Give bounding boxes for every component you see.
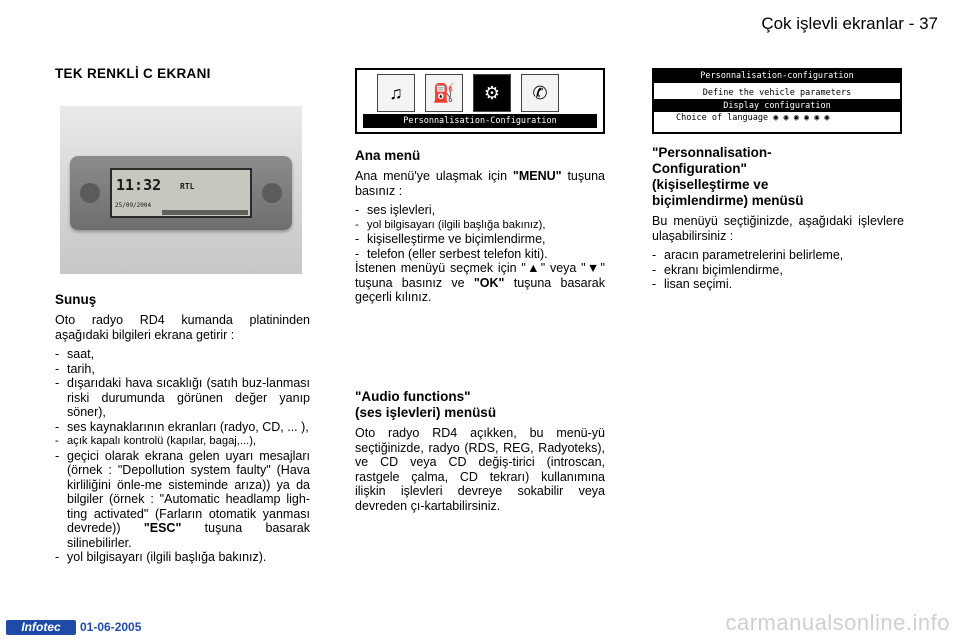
footer-date: 01-06-2005 <box>80 620 142 634</box>
main-menu-screen <box>355 68 605 134</box>
personalisation-icon: ⚙ <box>473 74 511 112</box>
list-item <box>55 449 310 551</box>
main-heading: TEK RENKLİ C EKRANI <box>55 66 211 81</box>
list-item: - yol bilgisayarı (ilgili başlığa bakınız), <box>355 218 605 233</box>
list-item: - açık kapalı kontrolü (kapılar, bagaj,...), <box>55 434 310 449</box>
main-menu-section <box>355 148 605 305</box>
personalisation-section <box>652 145 904 292</box>
lcd-time: 11:32 <box>116 176 162 194</box>
main-menu-heading: Ana menü <box>355 148 421 163</box>
telephone-icon: ✆ <box>521 74 559 112</box>
audio-heading-line2: (ses işlevleri) menüsü <box>355 405 497 420</box>
select-instructions: İstenen menüyü seçmek için "▲" veya "▼" tuşuna basınız ve "OK" tuşuna basarak geçerli kılınız. <box>355 261 605 304</box>
main-menu-intro: Ana menü'ye ulaşmak için "MENU" tuşuna basınız : <box>355 169 605 198</box>
list-item: - saat, <box>55 347 310 362</box>
personalisation-heading-2: Configuration" <box>652 161 747 176</box>
personalisation-heading-1: "Personnalisation- <box>652 145 772 160</box>
screen-title: Personnalisation-configuration <box>654 70 900 83</box>
main-menu-list <box>355 203 605 261</box>
list-item: - ses işlevleri, <box>355 203 605 218</box>
infotec-logo: Infotec <box>6 620 76 635</box>
lcd-status-bar <box>162 210 248 215</box>
trip-computer-icon: ⛽ <box>425 74 463 112</box>
personalisation-heading-3: (kişiselleştirme ve <box>652 177 769 192</box>
screen-line-display: Display configuration <box>654 99 900 112</box>
list-item: - aracın parametrelerini belirleme, <box>652 248 904 263</box>
list-item: - tarih, <box>55 362 310 377</box>
menu-key-label: "MENU" <box>512 169 562 183</box>
presentation-list <box>55 347 310 565</box>
right-knob <box>262 183 282 203</box>
list-item: - yol bilgisayarı (ilgili başlığa bakınız). <box>55 550 310 565</box>
audio-functions-section <box>355 389 605 513</box>
list-item-tail: tuşuna basarak silinebilirler. <box>67 521 310 550</box>
list-item: - ses kaynaklarının ekranları (radyo, CD, ... ), <box>55 420 310 435</box>
presentation-intro: Oto radyo RD4 kumanda platininden aşağıdaki bilgileri ekrana getirir : <box>55 313 310 342</box>
watermark: carmanualsonline.info <box>725 610 950 635</box>
esc-key-label: "ESC" <box>143 521 182 535</box>
list-item: - dışarıdaki hava sıcaklığı (satıh buz-lanması riski durumunda görünen değer yanıp söner), <box>55 376 310 420</box>
lcd-station: RTL <box>180 182 195 191</box>
presentation-heading: Sunuş <box>55 292 97 307</box>
personalisation-intro: Bu menüyü seçtiğinizde, aşağıdaki işlevlere ulaşabilirsiniz : <box>652 214 904 243</box>
dashboard-panel <box>70 156 292 230</box>
audio-description: Oto radyo RD4 açıkken, bu menü-yü seçtiğinizde, radyo (RDS, REG, Radyoteks), ve CD veya CD değiş-tirici (introscan, rastgele çalma, CD tekrarı) kullanımına ilişkin işlevleri devreye sokabilir veya devreden çı-kartabilirsiniz. <box>355 426 605 513</box>
lcd-screen <box>110 168 252 218</box>
radio-display-photo <box>60 106 302 274</box>
page-header-title: Çok işlevli ekranlar - 37 <box>761 14 938 33</box>
menu-icons-row <box>377 74 559 112</box>
screen-line-language: Choice of language ◉ ◉ ◉ ◉ ◉ ◉ <box>676 113 830 123</box>
ok-key-label: "OK" <box>473 275 505 290</box>
presentation-section <box>55 292 310 565</box>
list-item-text: geçici olarak ekrana gelen uyarı mesajları (örnek : "Depollution system faulty" (Hava kirliliğini önle-me sisteminde arıza)) ya da bilgiler (örnek : "Automatic headlamp ligh-ting activated" (Farların otomatik yanması devrede)) <box>67 448 310 535</box>
personalisation-screen <box>652 68 902 134</box>
audio-functions-icon: ♫ <box>377 74 415 112</box>
personalisation-heading-4: biçimlendirme) menüsü <box>652 193 804 208</box>
list-item: - kişiselleştirme ve biçimlendirme, <box>355 232 605 247</box>
screen-line-parameters: Define the vehicle parameters <box>702 88 852 98</box>
flag-icons: ◉ ◉ ◉ ◉ ◉ ◉ <box>773 113 830 123</box>
menu-selection-bar: Personnalisation-Configuration <box>363 114 597 128</box>
left-knob <box>80 183 100 203</box>
list-item: - telefon (eller serbest telefon kiti). <box>355 247 605 262</box>
lcd-date: 25/09/2004 <box>115 202 152 209</box>
list-item: - lisan seçimi. <box>652 277 904 292</box>
audio-heading-line1: "Audio functions" <box>355 389 471 404</box>
list-item: - ekranı biçimlendirme, <box>652 263 904 278</box>
personalisation-list <box>652 248 904 292</box>
